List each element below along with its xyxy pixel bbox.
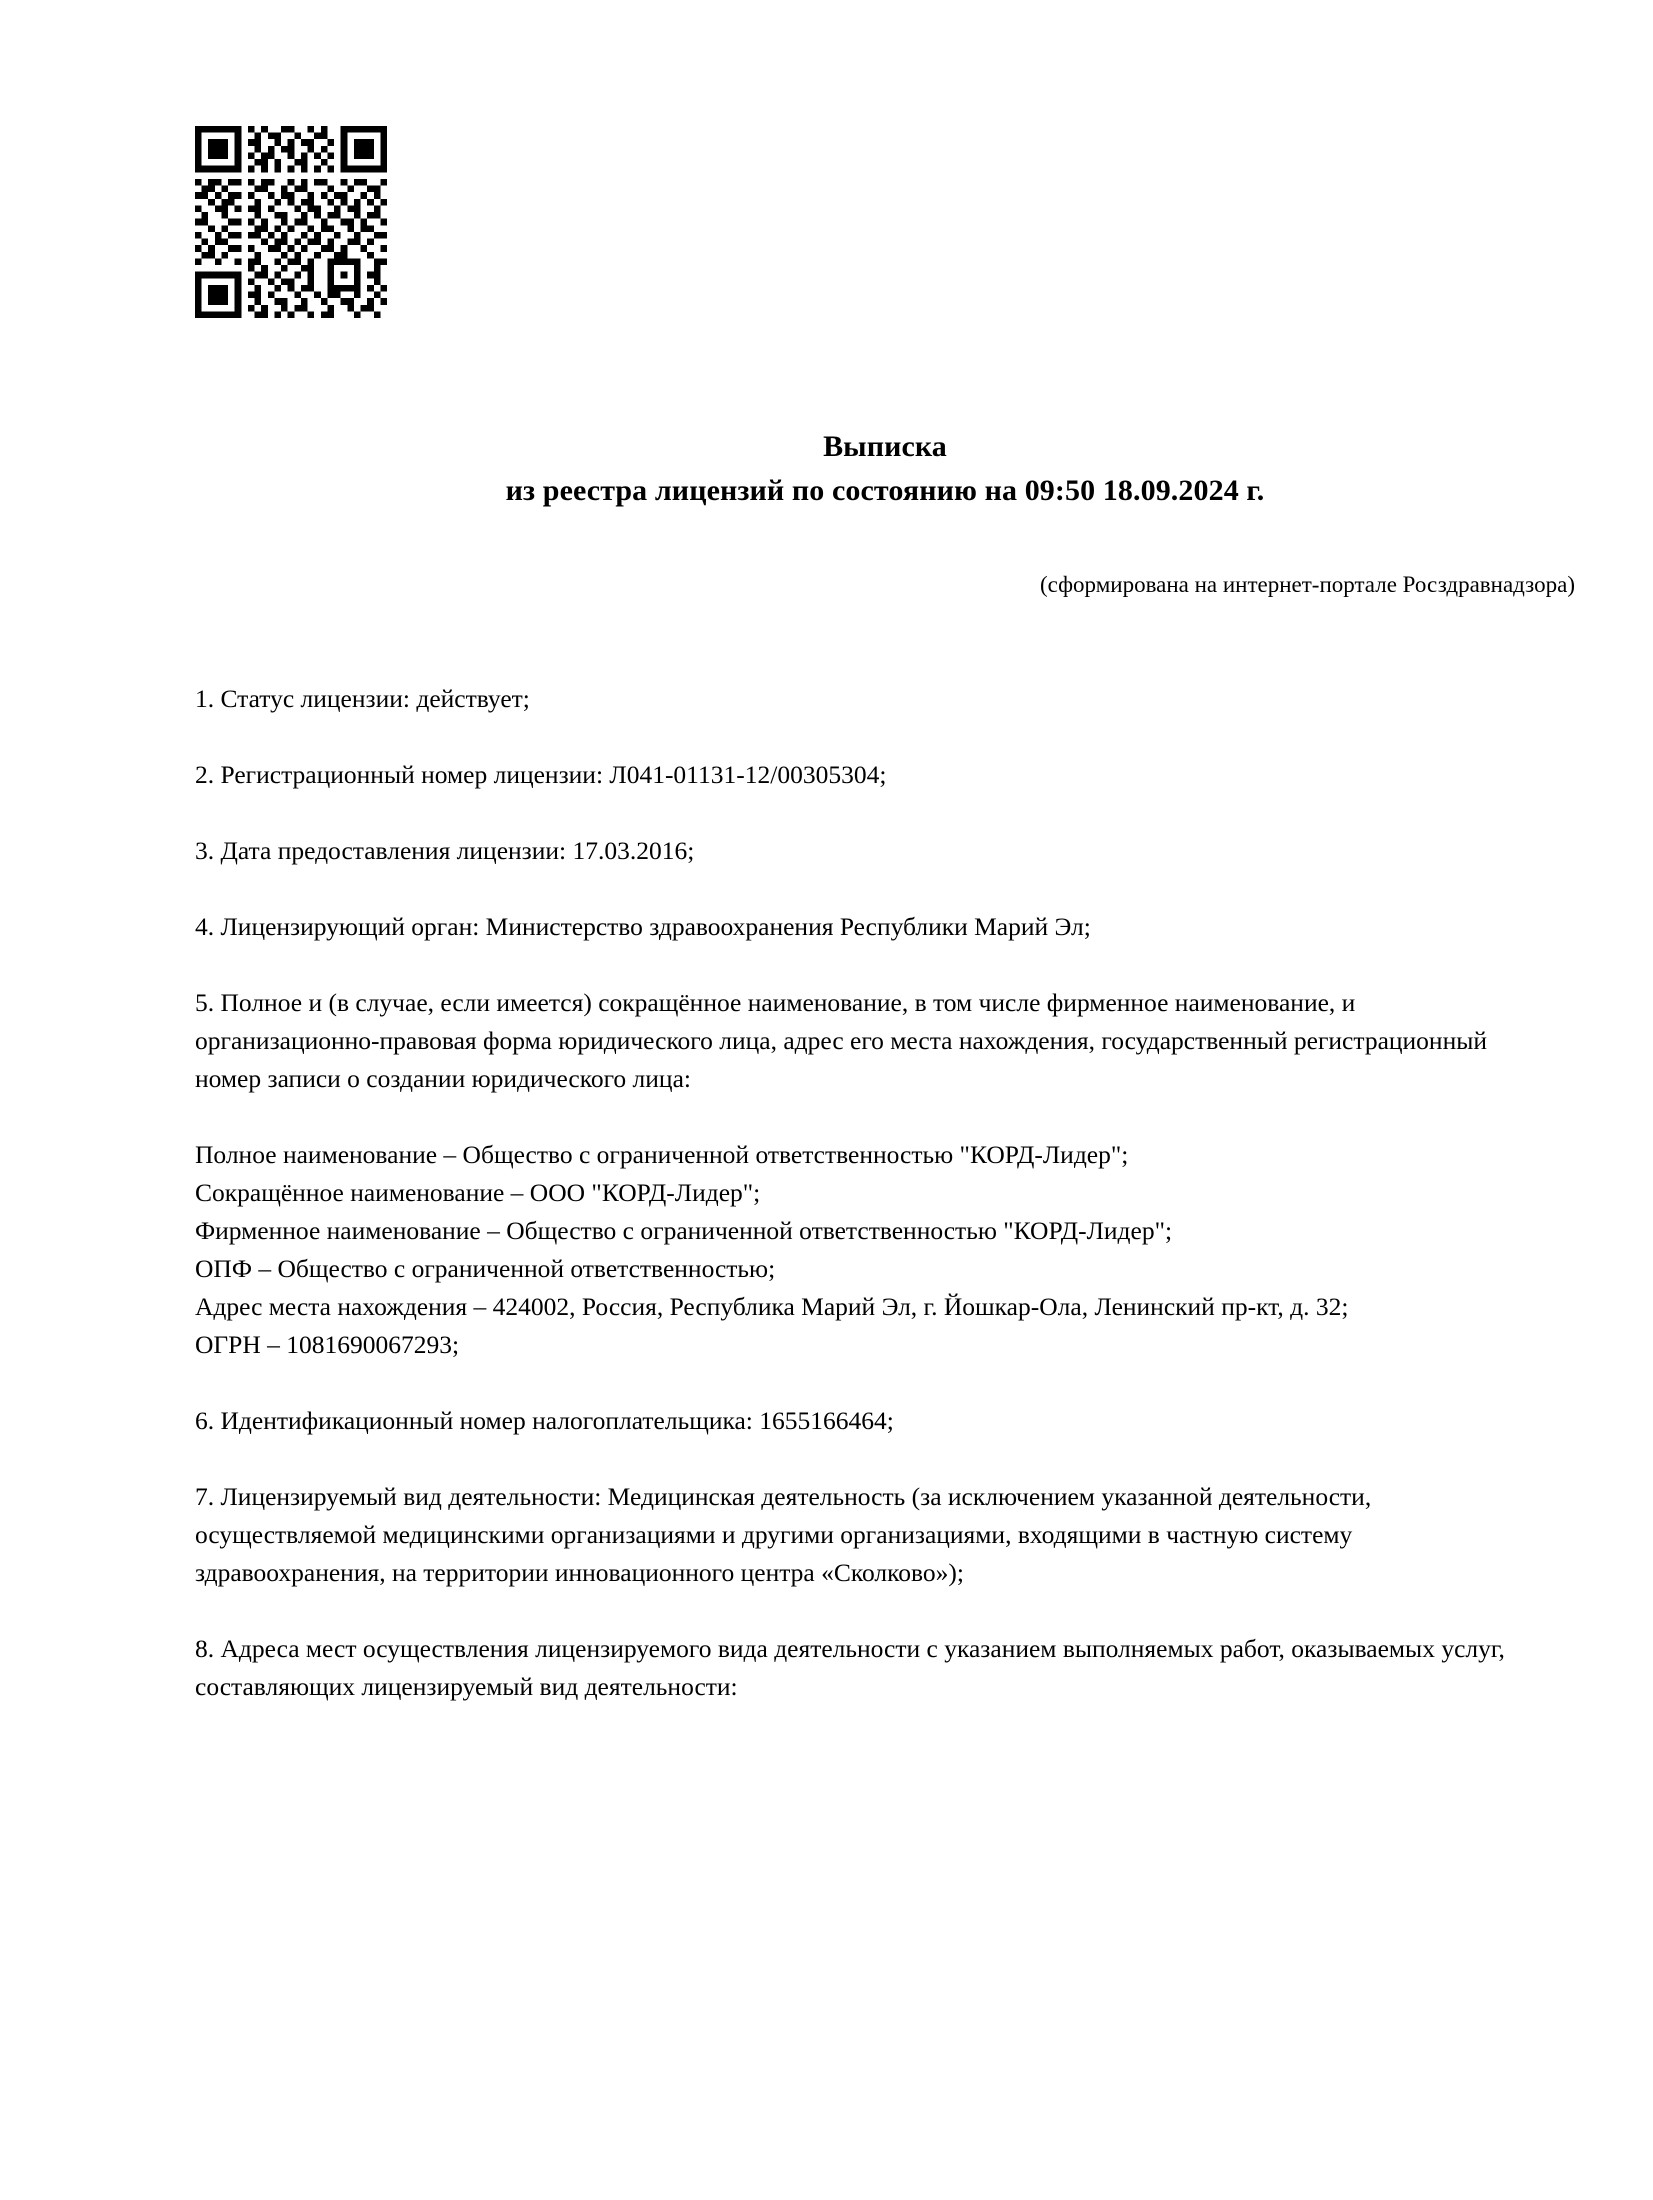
- entity-legal-form: ОПФ – Общество с ограниченной ответственностью;: [195, 1254, 776, 1283]
- spacer: [195, 1364, 1535, 1402]
- clause-5: 5. Полное и (в случае, если имеется) сокращённое наименование, в том числе фирменное наименование, и организационно-правовая форма юридического лица, адрес его места нахождения, государственный регистрационный номер записи о создании юридического лица:: [195, 988, 1488, 1093]
- page-title: [195, 425, 1575, 513]
- clause-7: 7. Лицензируемый вид деятельности: Медицинская деятельность (за исключением указанной деятельности, осуществляемой медицинскими организациями и другими организациями, входящими в частную систему здравоохранения, на территории инновационного центра «Сколково»);: [195, 1482, 1372, 1587]
- entity-address: Адрес места нахождения – 424002, Россия, Республика Марий Эл, г. Йошкар-Ола, Ленинский пр-кт, д. 32;: [195, 1292, 1349, 1321]
- clause-1: 1. Статус лицензии: действует;: [195, 684, 530, 713]
- clause-2: 2. Регистрационный номер лицензии: Л041-01131-12/00305304;: [195, 760, 887, 789]
- title-line-2: из реестра лицензий по состоянию на 09:50 18.09.2024 г.: [505, 474, 1265, 507]
- title-subtitle: (сформирована на интернет-портале Росздравнадзора): [1040, 572, 1575, 597]
- clause-4: 4. Лицензирующий орган: Министерство здравоохранения Республики Марий Эл;: [195, 912, 1091, 941]
- clause-8: 8. Адреса мест осуществления лицензируемого вида деятельности с указанием выполняемых работ, оказываемых услуг, составляющих лицензируемый вид деятельности:: [195, 1634, 1505, 1701]
- entity-details: [195, 1136, 1535, 1364]
- qr-code-icon: [195, 126, 387, 318]
- entity-full-name: Полное наименование – Общество с ограниченной ответственностью "КОРД-Лидер";: [195, 1140, 1129, 1169]
- clause-6: 6. Идентификационный номер налогоплательщика: 1655166464;: [195, 1406, 894, 1435]
- entity-short-name: Сокращённое наименование – ООО "КОРД-Лидер";: [195, 1178, 761, 1207]
- entity-ogrn: ОГРН – 1081690067293;: [195, 1330, 460, 1359]
- entity-brand-name: Фирменное наименование – Общество с ограниченной ответственностью "КОРД-Лидер";: [195, 1216, 1173, 1245]
- document-body: [195, 680, 1535, 1744]
- title-line-1: Выписка: [823, 430, 947, 463]
- clause-3: 3. Дата предоставления лицензии: 17.03.2016;: [195, 836, 695, 865]
